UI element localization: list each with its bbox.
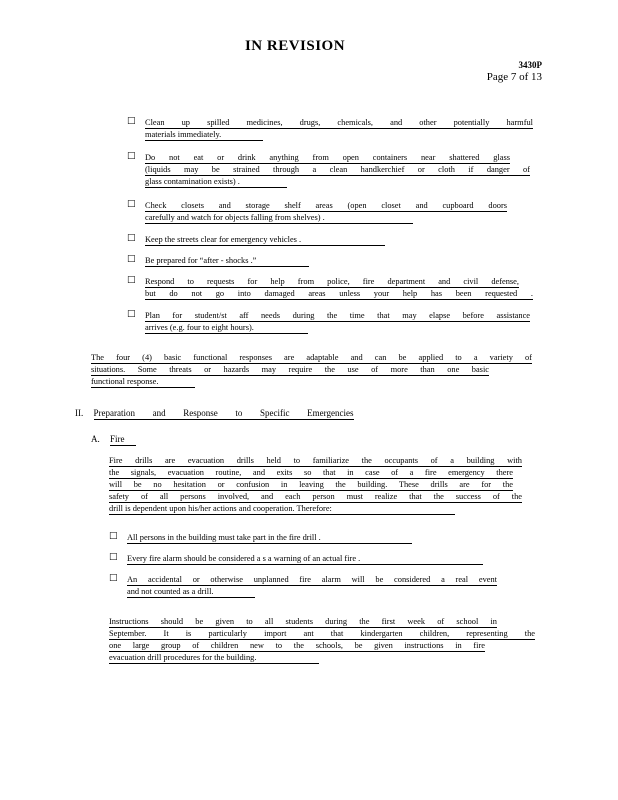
subsection-letter: A. bbox=[91, 434, 100, 444]
list-item: Respond to requests for help from police, fire department and civil defense, but do not go into damaged areas unless your help has been requested . bbox=[145, 277, 533, 298]
checkbox-bullet-icon: □ bbox=[109, 552, 118, 562]
checkbox-bullet-icon: □ bbox=[109, 531, 118, 541]
list-item: Check closets and storage shelf areas (open closet and cupboard doors carefully and watch for objects falling from shelves) . bbox=[145, 201, 507, 222]
checkbox-bullet-icon: □ bbox=[109, 573, 118, 583]
subsection-heading bbox=[91, 434, 136, 446]
instructions-paragraph: Instructions should be given to all students during the first week of school in September. It is particularly import ant that kindergarten children, representing the one large group of children new to the schools, be given instructions in fire evacuation drill procedures for the building. bbox=[109, 617, 535, 662]
checkbox-bullet-icon: □ bbox=[127, 233, 136, 243]
fire-drill-paragraph: Fire drills are evacuation drills held to familiarize the occupants of a building with the signals, evacuation routine, and exits so that in case of a fire emergency there will be no hesitation or confusion in leaving the building. These drills are for the safety of all persons involved, and each person must realize that the success of the drill is dependent upon his/her actions and cooperation. Therefore: bbox=[109, 456, 522, 513]
list-item: Be prepared for “after - shocks .” bbox=[145, 255, 309, 267]
document-id: 3430P bbox=[518, 60, 542, 70]
checkbox-bullet-icon: □ bbox=[127, 309, 136, 319]
list-item: Every fire alarm should be considered a s a warning of an actual fire . bbox=[127, 553, 483, 565]
list-item: All persons in the building must take part in the fire drill . bbox=[127, 532, 412, 544]
page-title: IN REVISION bbox=[244, 38, 346, 54]
checkbox-bullet-icon: □ bbox=[127, 199, 136, 209]
section-title: Preparation and Response to Specific Emergencies bbox=[93, 408, 354, 418]
section-heading bbox=[75, 408, 354, 420]
summary-paragraph: The four (4) basic functional responses are adaptable and can be applied to a variety of situations. Some threats or hazards may require the use of more than one basic functional response. bbox=[91, 353, 532, 386]
list-item: Do not eat or drink anything from open containers near shattered glass (liquids may be strained through a clean handkerchief or cloth if danger of glass contamination exists) . bbox=[145, 153, 530, 186]
checkbox-bullet-icon: □ bbox=[127, 151, 136, 161]
list-item: Clean up spilled medicines, drugs, chemicals, and other potentially harmful materials immediately. bbox=[145, 118, 533, 139]
checkbox-bullet-icon: □ bbox=[127, 275, 136, 285]
list-item: An accidental or otherwise unplanned fire alarm will be considered a real event and not counted as a drill. bbox=[127, 575, 497, 596]
checkbox-bullet-icon: □ bbox=[127, 254, 136, 264]
page-number: Page 7 of 13 bbox=[486, 71, 542, 83]
list-item: Keep the streets clear for emergency vehicles . bbox=[145, 234, 385, 246]
subsection-title: Fire bbox=[110, 434, 136, 446]
section-number: II. bbox=[75, 408, 84, 418]
list-item: Plan for student/st aff needs during the time that may elapse before assistance arrives (e.g. four to eight hours). bbox=[145, 311, 530, 332]
checkbox-bullet-icon: □ bbox=[127, 116, 136, 126]
